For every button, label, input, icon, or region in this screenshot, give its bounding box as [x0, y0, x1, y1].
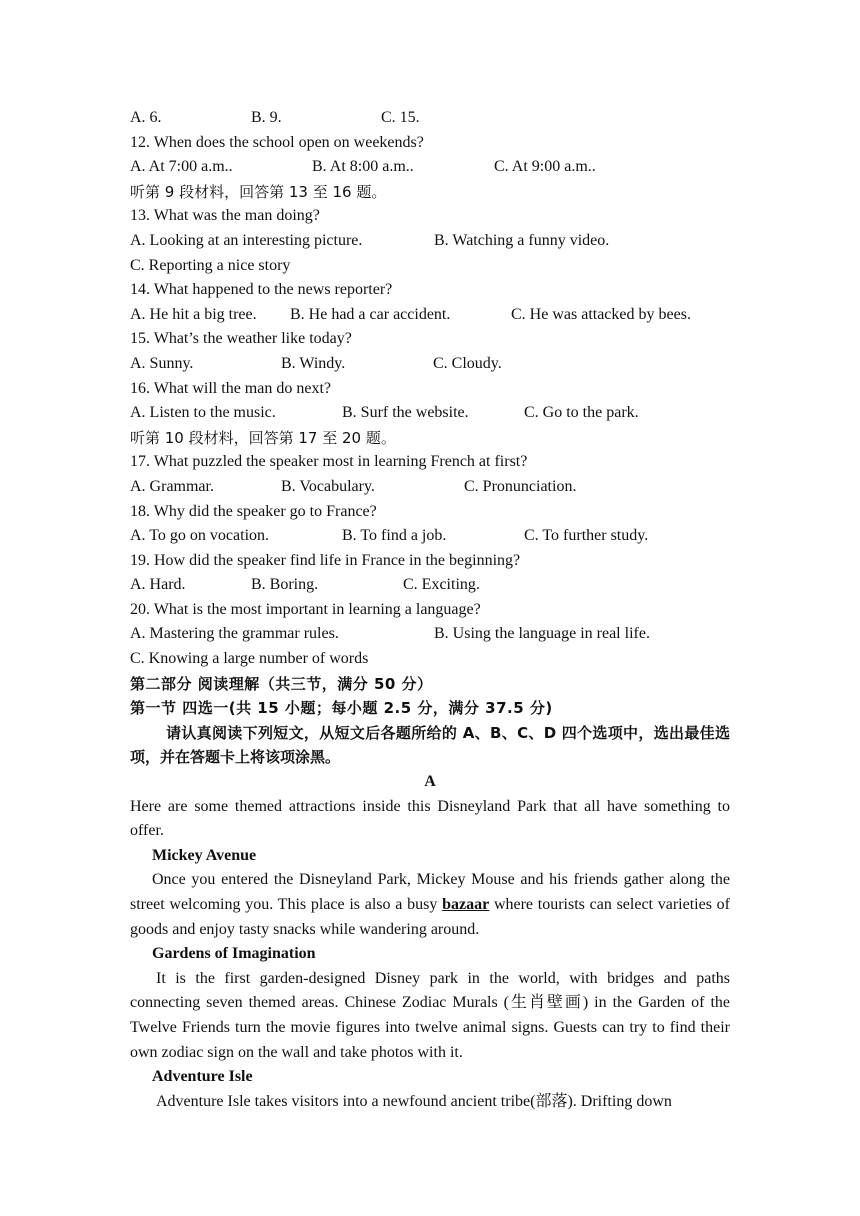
bazaar-keyword: bazaar — [442, 896, 490, 913]
exam-page — [130, 106, 730, 1114]
section-10-heading: 听第 10 段材料，回答第 17 至 20 题。 — [130, 428, 396, 447]
q15-question: 15. What’s the weather like today? — [130, 330, 352, 348]
q18-options — [130, 524, 730, 549]
q16-option-c: C. Go to the park. — [524, 404, 639, 422]
q16-option-a: A. Listen to the music. — [130, 404, 276, 422]
adventure-isle-text: Adventure Isle takes visitors into a newfound ancient tribe(部落). Drifting down — [156, 1092, 672, 1110]
q11-option-a: A. 6. — [130, 109, 162, 126]
q13-option-c: C. Reporting a nice story — [130, 256, 291, 274]
q20-option-c: C. Knowing a large number of words — [130, 650, 369, 668]
q13-question: 13. What was the man doing? — [130, 207, 320, 225]
q12-option-b: B. At 8:00 a.m.. — [312, 158, 414, 176]
q13-option-a: A. Looking at an interesting picture. — [130, 231, 363, 249]
q14-question: 14. What happened to the news reporter? — [130, 281, 393, 299]
q12-options — [130, 155, 730, 180]
q20-question: 20. What is the most important in learning a language? — [130, 600, 481, 618]
part-2-title: 第二部分 阅读理解（共三节，满分 50 分） — [130, 674, 433, 693]
q14-option-c: C. He was attacked by bees. — [511, 305, 691, 323]
q16-question: 16. What will the man do next? — [130, 379, 331, 397]
q19-option-c: C. Exciting. — [403, 576, 480, 594]
passage-label: A — [424, 773, 436, 791]
q18-question: 18. Why did the speaker go to France? — [130, 502, 377, 520]
passage-intro: Here are some themed attractions inside this Disneyland Park that all have something to offer. — [130, 797, 730, 840]
mickey-avenue-text — [130, 868, 730, 942]
q17-option-b: B. Vocabulary. — [281, 477, 375, 495]
q18-option-c: C. To further study. — [524, 527, 649, 545]
q19-option-b: B. Boring. — [251, 576, 319, 594]
q12-option-c: C. At 9:00 a.m.. — [494, 158, 596, 176]
q20-option-a: A. Mastering the grammar rules. — [130, 625, 339, 643]
q17-option-a: A. Grammar. — [130, 477, 214, 495]
q14-options — [130, 303, 730, 328]
q15-option-b: B. Windy. — [281, 354, 346, 372]
q12-option-a: A. At 7:00 a.m.. — [130, 158, 233, 176]
mickey-avenue-heading: Mickey Avenue — [152, 846, 257, 864]
q15-options — [130, 352, 730, 377]
q11-options — [130, 106, 730, 131]
q18-option-a: A. To go on vocation. — [130, 527, 270, 545]
q11-option-c: C. 15. — [381, 109, 420, 126]
q13-option-b: B. Watching a funny video. — [434, 231, 610, 249]
mickey-text-part2: where tourists can select varieties of goods and enjoy tasty snacks while wandering around. — [130, 896, 730, 938]
section-9-heading: 听第 9 段材料，回答第 13 至 16 题。 — [130, 182, 387, 201]
q13-options — [130, 229, 730, 254]
mickey-text-part1: Once you entered the Disneyland Park, Mickey Mouse and his friends gather along the street welcoming you. This place is also a busy — [130, 871, 730, 913]
q12-question: 12. When does the school open on weekends? — [130, 133, 424, 151]
q19-option-a: A. Hard. — [130, 576, 186, 594]
adventure-isle-heading: Adventure Isle — [152, 1068, 253, 1086]
q16-option-b: B. Surf the website. — [342, 404, 469, 422]
section-1-title: 第一节 四选一(共 15 小题；每小题 2.5 分，满分 37.5 分) — [130, 699, 553, 718]
q19-question: 19. How did the speaker find life in France in the beginning? — [130, 551, 521, 569]
q14-option-b: B. He had a car accident. — [290, 305, 451, 323]
reading-instructions: 请认真阅读下列短文，从短文后各题所给的 A、B、C、D 四个选项中，选出最佳选项，并在答题卡上将该项涂黑。 — [130, 723, 730, 767]
q11-option-b: B. 9. — [251, 109, 282, 126]
q17-question: 17. What puzzled the speaker most in learning French at first? — [130, 453, 528, 471]
q15-option-c: C. Cloudy. — [433, 354, 502, 372]
q20-option-b: B. Using the language in real life. — [434, 625, 650, 643]
gardens-text: It is the first garden-designed Disney park in the world, with bridges and paths connecting seven themed areas. Chinese Zodiac Murals (生肖壁画) in the Garden of the Twelve Friends turn the movie figures into twelve animal signs. Guests can try to find their own zodiac sign on the wall and take photos with it. — [130, 969, 730, 1061]
q15-option-a: A. Sunny. — [130, 354, 194, 372]
q17-option-c: C. Pronunciation. — [464, 477, 577, 495]
q14-option-a: A. He hit a big tree. — [130, 305, 257, 323]
q18-option-b: B. To find a job. — [342, 527, 447, 545]
q20-options — [130, 622, 730, 647]
q17-options — [130, 475, 730, 500]
q16-options — [130, 401, 730, 426]
gardens-heading: Gardens of Imagination — [152, 945, 316, 963]
q19-options — [130, 573, 730, 598]
